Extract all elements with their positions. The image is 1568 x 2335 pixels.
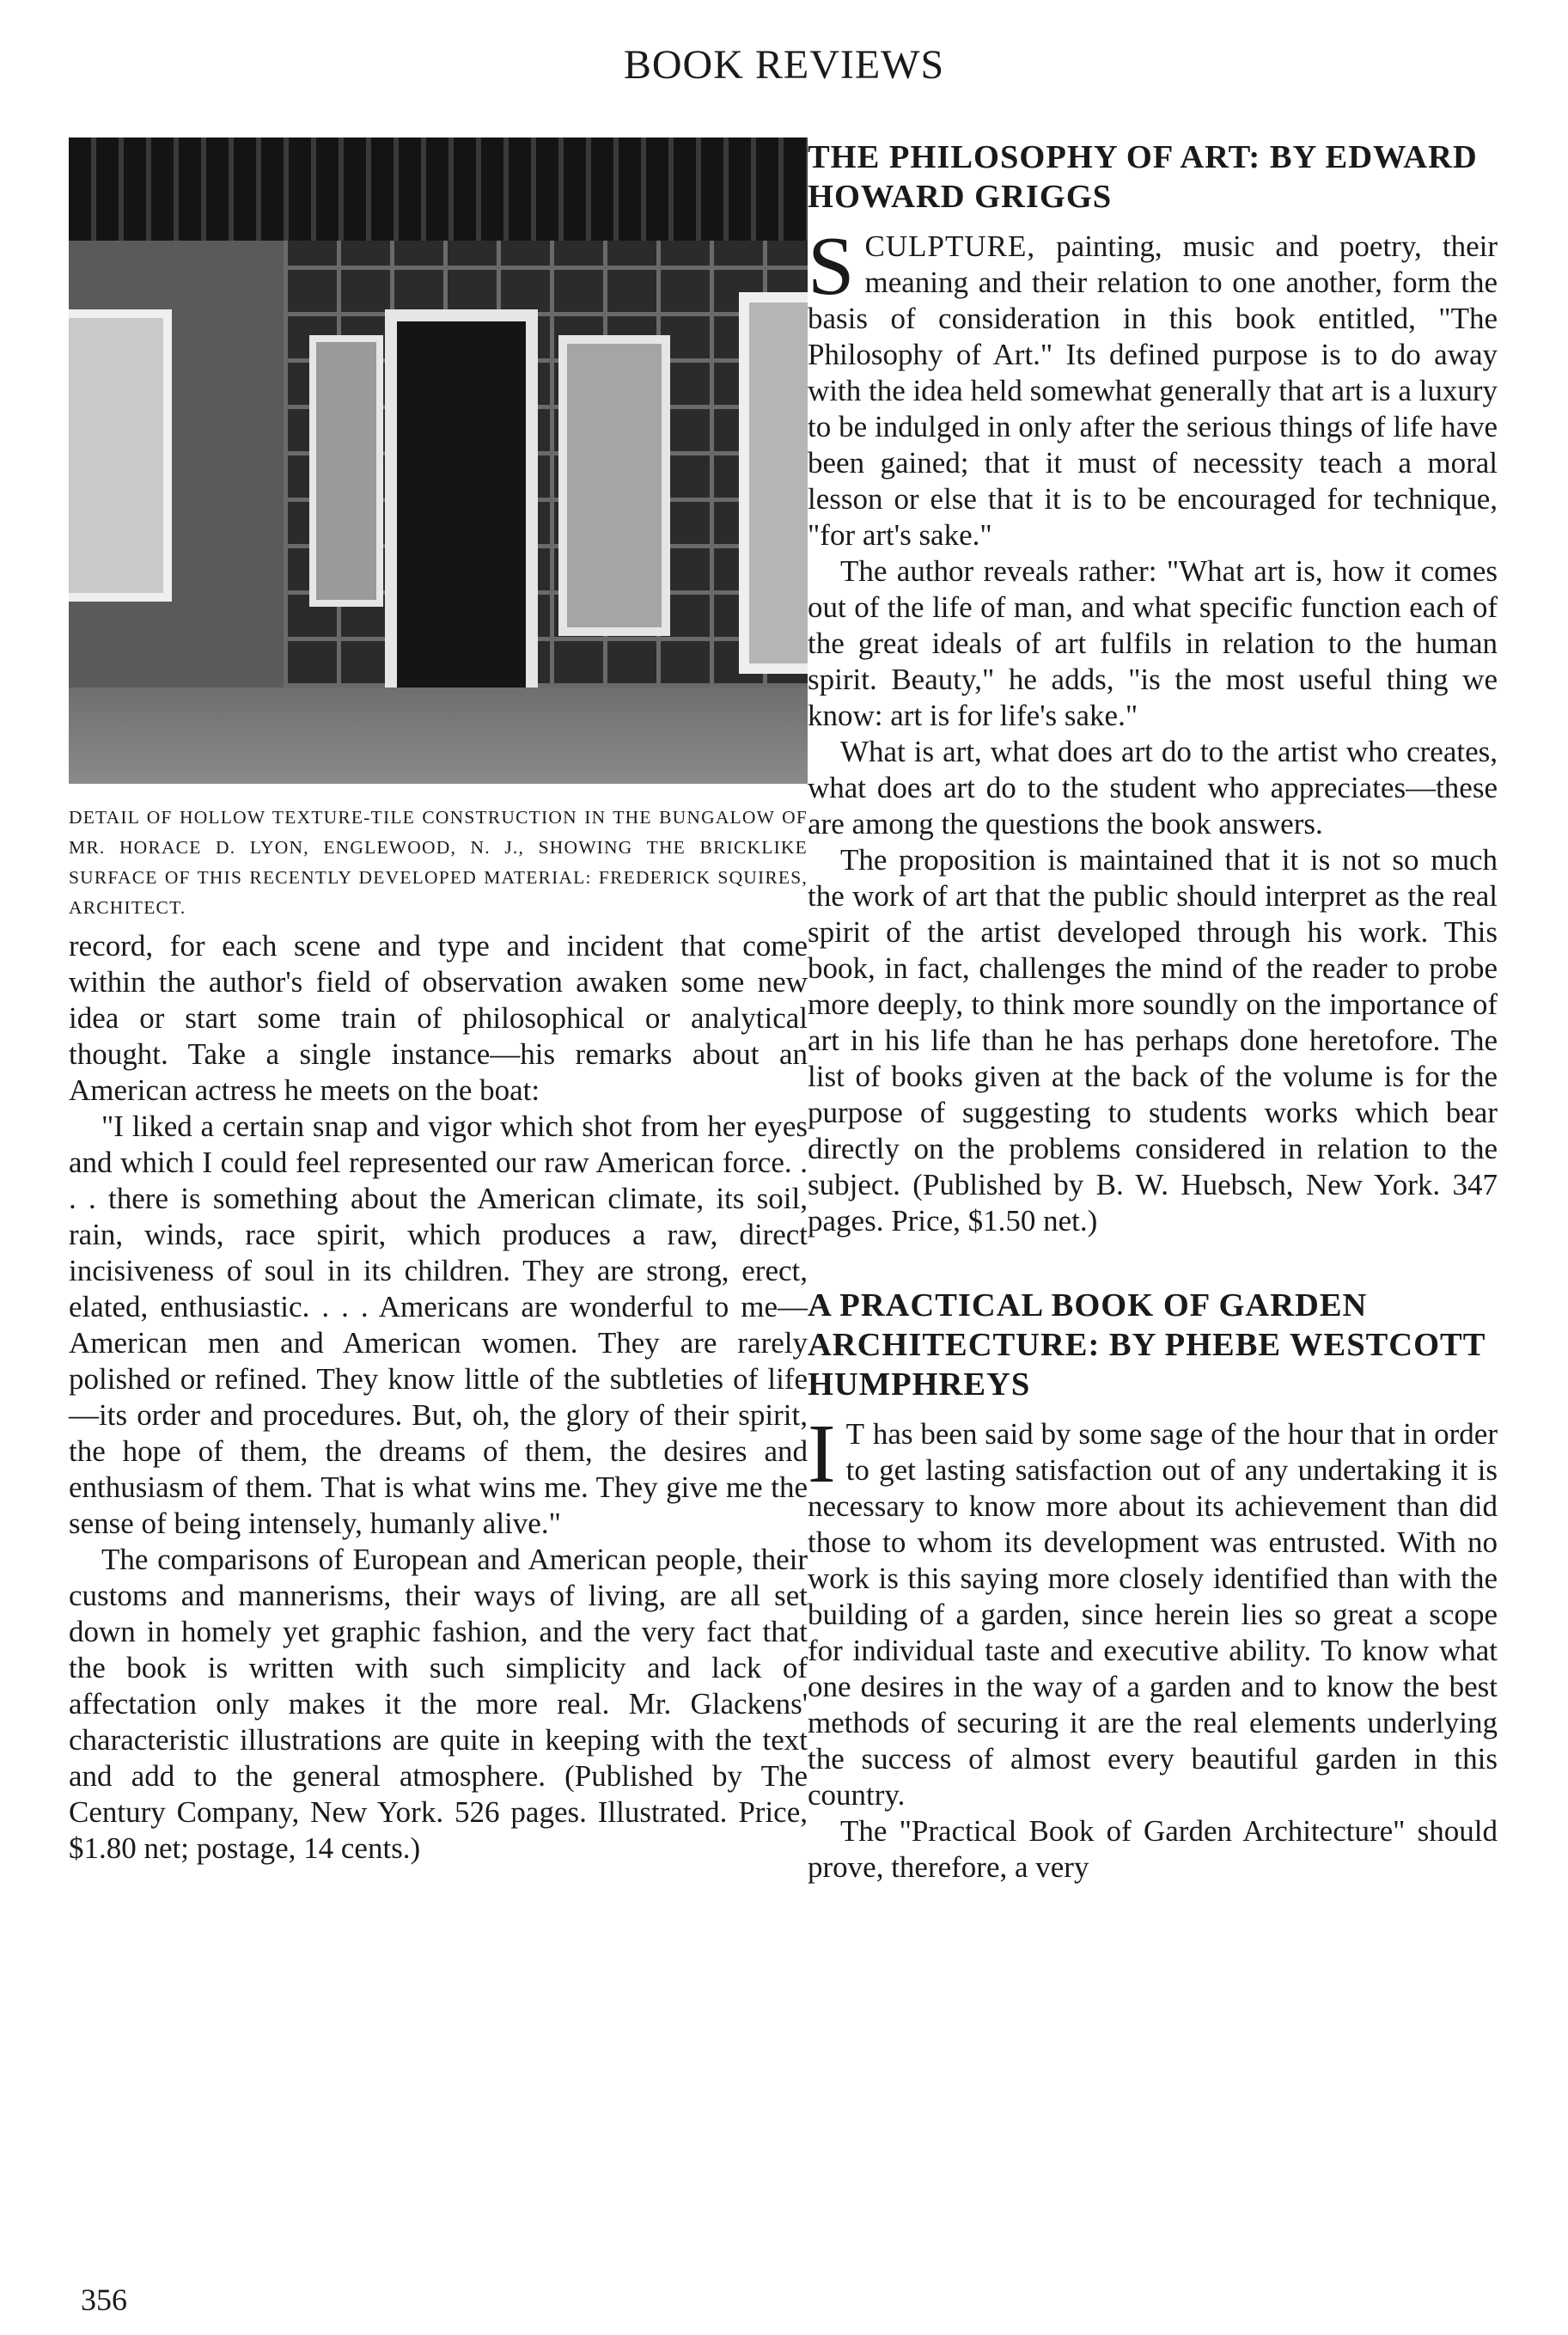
review-body xyxy=(808,1408,1498,1886)
review-title: THE PHILOSOPHY OF ART: BY EDWARD HOWARD GRIGGS xyxy=(808,139,1478,215)
page-header: BOOK REVIEWS xyxy=(623,42,945,88)
paragraph: The proposition is maintained that it is not so much the work of art that the public should interpret as the real spirit of the artist developed through his work. This book, in fact, challenges the mind of the reader to probe more deeply, to think more soundly on the importance of art in his life than he has perhaps done heretofore. The list of books given at the back of the volume is for the purpose of suggesting to students works which bear directly on the problems considered in relation to the subject. (Published by B. W. Huebsch, New York. 347 pages. Price, $1.50 net.) xyxy=(808,843,1498,1238)
review-title: A PRACTICAL BOOK OF GARDEN ARCHITECTURE: BY PHEBE WESTCOTT HUMPHREYS xyxy=(808,1287,1486,1403)
lead-paragraph: SCULPTURE, painting, music and poetry, their meaning and their relation to one another, form the basis of consideration in this book entitled, "The Philosophy of Art." Its defined purpose is to do away with the idea held somewhat generally that art is a luxury to be indulged in only after the serious things of life have been gained; that it must of necessity teach a moral lesson or else that it is to be encouraged for technique, "for art's sake." xyxy=(808,220,1498,552)
left-body-text xyxy=(69,928,808,1867)
paragraph: The author reveals rather: "What art is, how it comes out of the life of man, and what specific function each of the great ideals of art fulfils in relation to the human spirit. Beauty," he adds, "is the most useful thing we know: art is for life's sake." xyxy=(808,554,1498,732)
left-column xyxy=(69,138,808,1867)
photo-caption: DETAIL OF HOLLOW TEXTURE-TILE CONSTRUCTION IN THE BUNGALOW OF MR. HORACE D. LYON, ENGLEWOOD, N. J., SHOWING THE BRICKLIKE SURFACE OF THIS RECENTLY DEVELOPED MATERIAL: FREDERICK SQUIRES, ARCHITECT. xyxy=(69,807,808,918)
paragraph: The "Practical Book of Garden Architecture" should prove, therefore, a very xyxy=(808,1814,1498,1884)
quote-paragraph: "I liked a certain snap and vigor which shot from her eyes and which I could feel represented our raw American force. . . . there is something about the American climate, its soil, rain, winds, race spirit, which produces a raw, direct incisiveness of soul in its children. They are strong, erect, elated, enthusiastic. . . . Americans are wonderful to me—American men and American women. They are rarely polished or refined. They know little of the subtleties of life—its order and procedures. But, oh, the glory of their spirit, the hope of them, the dreams of them, the desires and enthusiasm of them. That is what wins me. They give me the sense of being intensely, humanly alive." xyxy=(69,1109,808,1540)
bungalow-photo xyxy=(69,138,808,784)
drop-cap: S xyxy=(808,220,855,313)
drop-cap: I xyxy=(808,1408,836,1501)
paragraph: The comparisons of European and American people, their customs and mannerisms, their ways of living, are all set down in homely yet graphic fashion, and the very fact that the book is written with such simplicity and lack of affectation only makes it the more real. Mr. Glackens' characteristic illustrations are quite in keeping with the text and add to the general atmosphere. (Published by The Century Company, New York. 526 pages. Illustrated. Price, $1.80 net; postage, 14 cents.) xyxy=(69,1543,808,1865)
right-column xyxy=(808,138,1498,1886)
review-body xyxy=(808,220,1498,1239)
paragraph: record, for each scene and type and incident that come within the author's field of observation awaken some new idea or start some train of philosophical or analytical thought. Take a single instance—his remarks about an American actress he meets on the boat: xyxy=(69,929,808,1107)
lead-paragraph: I T has been said by some sage of the hour that in order to get lasting satisfaction out of any undertaking it is necessary to know more about its achievement than did those to whom its development was entrusted. With no work is this saying more closely identified than with the building of a garden, since herein lies so great a scope for individual taste and executive ability. To know what one desires in the way of a garden and to know the best methods of securing it are the real elements underlying the success of almost every beautiful garden in this country. xyxy=(808,1408,1498,1812)
paragraph: What is art, what does art do to the artist who creates, what does art do to the student who appreciates—these are among the questions the book answers. xyxy=(808,735,1498,840)
page-number: 356 xyxy=(81,2283,127,2317)
